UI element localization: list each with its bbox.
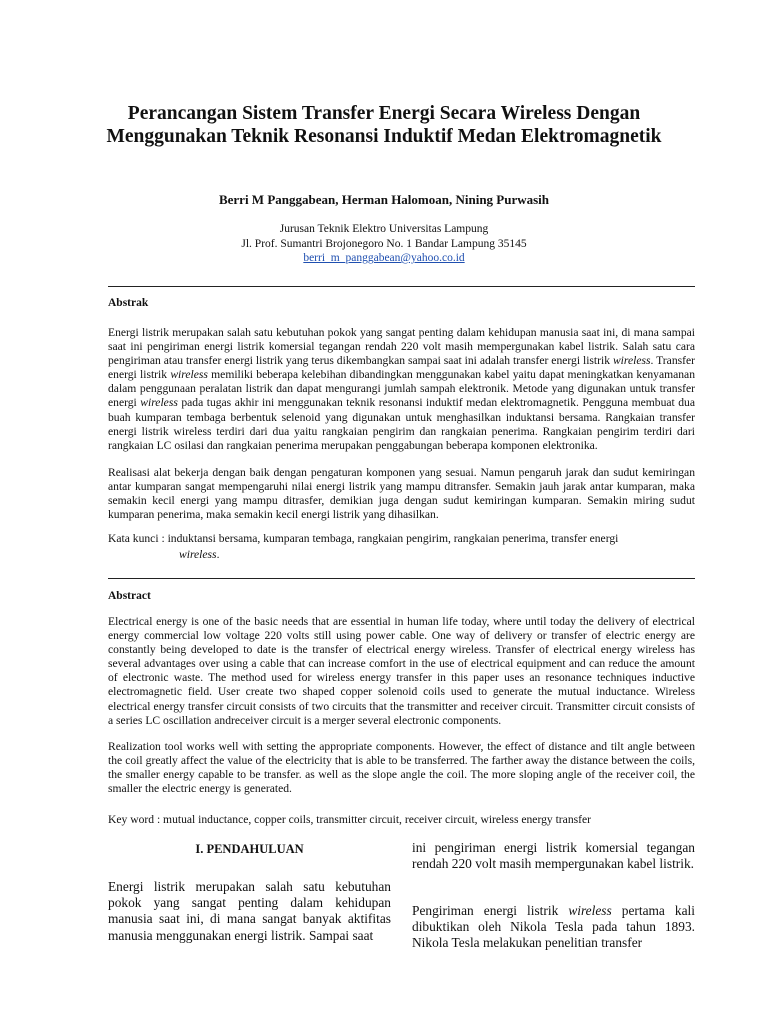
kata-kunci: Kata kunci : induktansi bersama, kumparan tembaga, rangkaian pengirim, rangkaian penerima, transfer energi wireless. <box>108 532 619 561</box>
affiliation-address: Jl. Prof. Sumantri Brojonegoro No. 1 Bandar Lampung 35145 <box>241 237 527 250</box>
intro-right-paragraph-2: Pengiriman energi listrik wireless pertama kali dibuktikan oleh Nikola Tesla pada tahun 1893. Nikola Tesla melakukan penelitian transfer <box>412 903 695 951</box>
key-words: Key word : mutual inductance, copper coils, transmitter circuit, receiver circuit, wireless energy transfer <box>108 813 591 826</box>
abstract-paragraph-2: Realization tool works well with setting the appropriate components. However, the effect of distance and tilt angle between the coil greatly affect the value of the electricity that is able to be transferred. The farther away the distance between the coils, the smaller energy capable to be transfer. as well as the slope angle the coil. The more sloping angle of the receiver coil, the smaller the electric energy is generated. <box>108 740 695 796</box>
abstrak-heading: Abstrak <box>108 297 149 309</box>
paper-title: Perancangan Sistem Transfer Energi Secara Wireless Dengan Menggunakan Teknik Resonansi Induktif Medan Elektromagnetik <box>106 103 662 147</box>
divider-middle <box>108 578 695 579</box>
section-heading-pendahuluan: I. PENDAHULUAN <box>195 842 304 856</box>
intro-right-paragraph-1: ini pengiriman energi listrik komersial tegangan rendah 220 volt masih mempergunakan kabel listrik. <box>412 840 695 872</box>
abstract-heading: Abstract <box>108 590 151 602</box>
intro-left-column: Energi listrik merupakan salah satu kebutuhan pokok yang sangat penting dalam kehidupan manusia saat ini, di mana sangat banyak aktifitas manusia menggunakan energi listrik. Sampai saat <box>108 879 391 943</box>
abstrak-paragraph-2: Realisasi alat bekerja dengan baik dengan pengaturan komponen yang sesuai. Namun pengaruh jarak dan sudut kemiringan antar kumparan sangat mempengaruhi nilai energi listrik yang mampu ditransfer. Semakin jauh jarak antar kumparan, maka semakin kecil energi yang mampu ditrasfer, demikian juga dengan sudut kemiringan kumparan. Semakin miring sudut kumparan penerima, maka semakin kecil energi listrik yang dihasilkan. <box>108 466 695 522</box>
affiliation-institution: Jurusan Teknik Elektro Universitas Lampung <box>279 223 489 235</box>
divider-top <box>108 286 695 287</box>
author-email-link[interactable]: berri_m_panggabean@yahoo.co.id <box>303 252 465 264</box>
author-list: Berri M Panggabean, Herman Halomoan, Nining Purwasih <box>218 192 550 207</box>
affiliation-block <box>100 222 668 266</box>
abstrak-paragraph-1: Energi listrik merupakan salah satu kebutuhan pokok yang sangat penting dalam kehidupan manusia saat ini, di mana sampai saat ini pengiriman energi listrik komersial tegangan rendah 220 volt masih mempergunakan kabel listrik. Salah satu cara pengiriman atau transfer energi listrik yang terus dikembangkan sampai saat ini adalah transfer energi listrik wireless. Transfer energi listrik wireless memiliki beberapa kelebihan dibandingkan menggunakan kabel yaitu dapat meningkatkan kenyamanan dalam penggunaan peralatan listrik dan dapat mengurangi jumlah sampah elektronik. Metode yang digunakan untuk transfer energi wireless pada tugas akhir ini menggunakan teknik resonansi induktif medan elektromagnetik. Pengguna membuat dua buah kumparan tembaga berbentuk selenoid yang digunakan untuk menghasilkan induktansi bersama. Rangkaian transfer energi listrik wireless terdiri dari dua yaitu rangkaian pengirim dan rangkaian penerima. Rangkaian pengirim terdiri dari rangkaian LC osilasi dan rangkaian penerima merupakan penggabungan beberapa komponen elektronika. <box>108 326 696 452</box>
abstract-paragraph-1: Electrical energy is one of the basic needs that are essential in human life today, where until today the delivery of electrical energy commercial low voltage 220 volts still using power cable. One way of delivery or transfer of electric energy are constantly being developed to date is the transfer of electrical energy wireless. Transfer of electrical energy wireless has several advantages over using a cable that can increase comfort in the use of electrical equipment and can reduce the amount of electronic waste. The method used for wireless energy transfer in this paper uses an resonance techniques inductive electromagnetic field. User create two shaped copper solenoid coils used to generate the mutual inductance. Wireless electrical energy transfer circuit consists of two circuits that the transmitter and receiver circuit. Transmitter circuit consists of a series LC oscillation andreceiver circuit is a merger several electronic components. <box>108 615 695 727</box>
